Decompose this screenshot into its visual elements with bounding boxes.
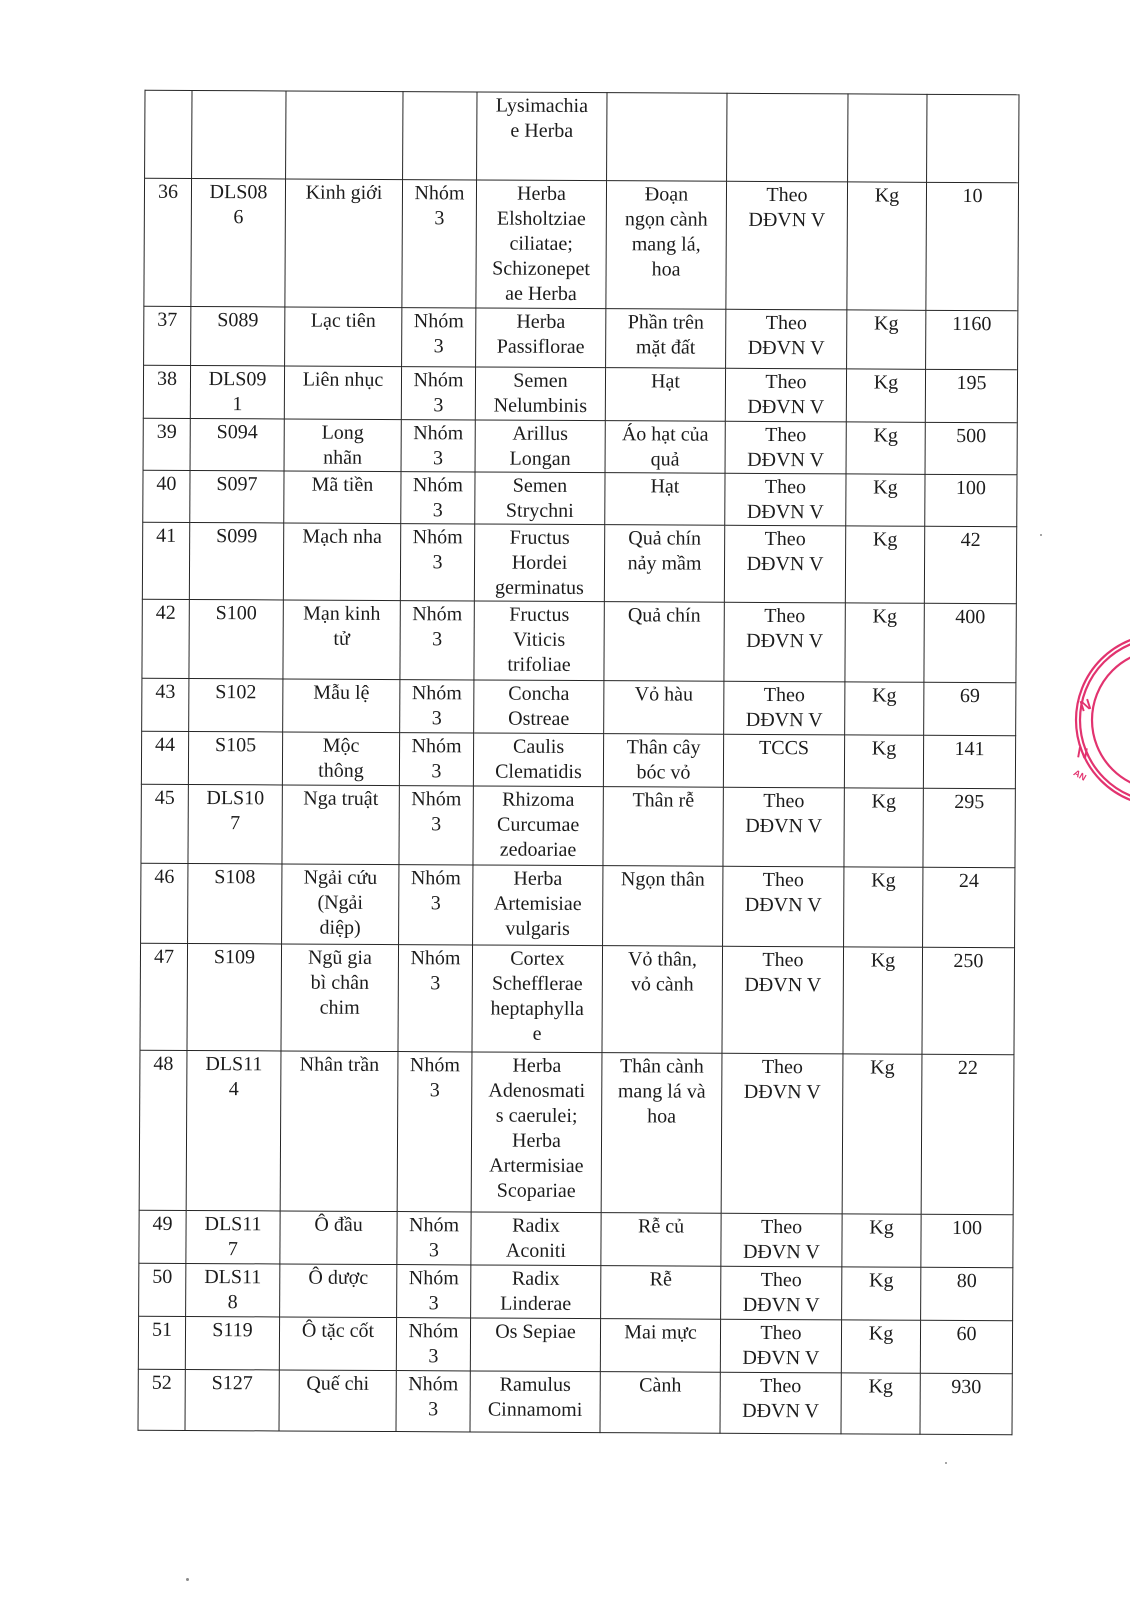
herb-name-cell: Ngải cứu (Ngải diệp) [282,864,399,945]
latin-name-cell: Rhizoma Curcumae zedoariae [473,786,603,866]
standard-cell: Theo DĐVN V [726,309,847,369]
herb-name-cell: Kinh giới [285,179,403,308]
latin-name-cell: Herba Passiflorae [476,308,606,368]
quantity-cell: 100 [921,1214,1013,1267]
standard-cell: Theo DĐVN V [721,1053,843,1214]
part-used-cell: Vỏ hàu [604,681,724,735]
group-cell: Nhóm 3 [402,180,477,308]
code-cell: S109 [187,943,282,1050]
part-used-cell: Ngọn thân [603,866,723,947]
herb-name-cell: Mẫu lệ [283,679,400,733]
quantity-cell: 42 [924,526,1016,603]
unit-cell: Kg [842,1214,921,1267]
unit-cell: Kg [845,682,924,735]
herb-name-cell: Long nhãn [284,419,401,472]
standard-cell: TCCS [723,734,844,788]
unit-cell: Kg [841,1320,920,1373]
table-row [143,418,1017,475]
unit-cell: Kg [846,369,925,422]
part-used-cell: Thân rễ [603,787,723,867]
standard-cell: Theo DĐVN V [723,866,844,947]
stamp-letter: N [1077,695,1094,716]
herb-name-cell: Mạch nha [283,523,400,601]
unit-cell: Kg [846,474,925,526]
stt-cell: 42 [142,599,189,678]
quantity-cell: 22 [921,1054,1014,1214]
herb-name-cell [286,91,403,180]
unit-cell: Kg [842,1267,921,1320]
part-used-cell: Cành [600,1372,720,1434]
quantity-cell: 141 [923,735,1015,788]
table-row [143,365,1017,423]
stamp-letter: N [1075,744,1090,763]
standard-cell: Theo DĐVN V [720,1372,841,1434]
code-cell: DLS11 4 [186,1050,281,1210]
part-used-cell [607,93,727,182]
latin-name-cell: Cortex Schefflerae heptaphylla e [472,945,603,1053]
code-cell: DLS08 6 [191,178,286,306]
stt-cell: 50 [139,1263,186,1316]
stt-cell: 52 [138,1369,185,1430]
group-cell: Nhóm 3 [399,733,473,786]
part-used-cell: Rễ củ [601,1213,721,1267]
code-cell: DLS10 7 [188,784,282,863]
standard-cell: Theo DĐVN V [725,368,846,422]
stt-cell [145,90,192,178]
latin-name-cell: Herba Adenosmati s caerulei; Herba Artermisiae Scopariae [471,1052,602,1213]
stt-cell: 45 [141,784,188,863]
standard-cell: Theo DĐVN V [724,525,845,603]
herb-name-cell: Nga truật [282,785,399,865]
scan-speck [945,1462,947,1464]
herb-name-cell: Quế chi [279,1370,396,1432]
table-row [138,1369,1012,1435]
group-cell: Nhóm 3 [399,865,473,945]
herb-name-cell: Ô tặc cốt [279,1317,396,1371]
table-row [141,863,1015,948]
latin-name-cell: Os Sepiae [470,1318,600,1372]
table-row [139,1210,1013,1268]
latin-name-cell: Radix Linderae [471,1265,601,1319]
latin-name-cell: Arillus Longan [475,420,605,473]
quantity-cell: 930 [920,1373,1012,1434]
stamp-inner-ring [1092,650,1130,790]
part-used-cell: Quả chín nảy mầm [604,525,724,603]
unit-cell: Kg [845,526,924,603]
table-row [141,731,1015,789]
standard-cell: Theo DĐVN V [722,946,844,1054]
group-cell: Nhóm 3 [396,1371,470,1432]
part-used-cell: Quả chín [604,602,724,682]
group-cell: Nhóm 3 [400,680,474,733]
latin-name-cell: Ramulus Cinnamomi [470,1371,600,1433]
code-cell: DLS11 8 [186,1263,280,1316]
standard-cell: Theo DĐVN V [725,421,846,474]
table-row [139,1263,1013,1321]
quantity-cell: 250 [922,947,1015,1054]
code-cell [192,90,286,178]
unit-cell: Kg [844,788,923,867]
code-cell: S094 [190,418,284,470]
stt-cell: 46 [141,863,188,943]
stt-cell: 51 [138,1316,185,1369]
stt-cell: 40 [143,470,190,522]
stt-cell: 37 [144,306,191,365]
code-cell: DLS09 1 [190,365,284,418]
table-row [145,90,1019,183]
latin-name-cell: Semen Nelumbinis [475,367,605,421]
standard-cell: Theo DĐVN V [721,1213,842,1267]
unit-cell: Kg [843,947,923,1054]
part-used-cell: Đoạn ngọn cành mang lá, hoa [606,181,727,310]
stt-cell: 49 [139,1210,186,1263]
part-used-cell: Mai mực [600,1319,720,1373]
group-cell: Nhóm 3 [401,420,475,472]
code-cell: S100 [189,599,283,678]
table-row [141,784,1015,868]
unit-cell: Kg [842,1054,922,1214]
table-row [138,1316,1012,1374]
part-used-cell: Rễ [601,1266,721,1320]
table-row [142,522,1016,604]
unit-cell: Kg [847,310,926,369]
unit-cell: Kg [847,182,927,310]
stt-cell: 38 [143,365,190,418]
group-cell: Nhóm 3 [396,1318,470,1371]
code-cell: S119 [185,1316,279,1369]
herb-name-cell: Mộc thông [282,732,399,786]
latin-name-cell: Caulis Clematidis [473,733,603,787]
table-row [143,470,1017,527]
red-seal-stamp [1060,630,1130,810]
part-used-cell: Vỏ thân, vỏ cành [602,946,723,1054]
standard-cell: Theo DĐVN V [726,181,848,310]
herb-name-cell: Ô đầu [280,1211,397,1265]
code-cell: S127 [185,1369,279,1430]
quantity-cell: 295 [923,788,1015,867]
medicinal-herbs-table [137,90,1019,1436]
quantity-cell: 1160 [926,310,1018,369]
standard-cell: Theo DĐVN V [724,602,845,682]
unit-cell: Kg [846,422,925,474]
latin-name-cell: Radix Aconiti [471,1212,601,1266]
latin-name-cell: Fructus Viticis trifoliae [474,601,604,681]
herb-name-cell: Liên nhục [284,366,401,420]
table-row [144,306,1018,370]
group-cell: Nhóm 3 [399,786,473,865]
quantity-cell: 24 [923,867,1015,947]
table-row [140,943,1015,1055]
unit-cell [848,94,927,182]
group-cell: Nhóm 3 [398,945,473,1052]
standard-cell: Theo DĐVN V [724,681,845,735]
scan-speck [1040,534,1042,536]
quantity-cell: 80 [921,1267,1013,1320]
herb-name-cell: Ô dược [280,1264,397,1318]
table-row [142,678,1016,736]
part-used-cell: Hạt [605,368,725,422]
group-cell: Nhóm 3 [401,367,475,420]
table-body [138,90,1019,1435]
latin-name-cell: Semen Strychni [475,472,605,525]
quantity-cell: 500 [925,422,1017,474]
standard-cell: Theo DĐVN V [723,787,844,867]
code-cell: S099 [189,522,283,599]
quantity-cell: 69 [924,682,1016,735]
unit-cell: Kg [841,1373,920,1434]
code-cell: S108 [188,863,282,943]
part-used-cell: Thân cành mang lá và hoa [601,1053,722,1214]
group-cell: Nhóm 3 [400,601,474,680]
quantity-cell: 400 [924,603,1016,682]
group-cell: Nhóm 3 [397,1212,471,1265]
table-row [144,178,1019,311]
table-row [142,599,1016,683]
part-used-cell: Phần trên mặt đất [606,309,726,369]
latin-name-cell: Lysimachia e Herba [477,92,607,181]
stt-cell: 41 [142,522,189,599]
herb-name-cell: Nhân trần [280,1051,398,1212]
group-cell: Nhóm 3 [397,1052,472,1212]
quantity-cell: 195 [925,369,1017,422]
unit-cell: Kg [844,735,923,788]
latin-name-cell: Fructus Hordei germinatus [474,524,604,602]
group-cell [403,92,477,180]
table-row [139,1050,1014,1215]
code-cell: DLS11 7 [186,1210,280,1263]
quantity-cell: 60 [920,1320,1012,1373]
code-cell: S089 [191,306,285,365]
latin-name-cell: Concha Ostreae [474,680,604,734]
group-cell: Nhóm 3 [401,472,475,524]
unit-cell: Kg [845,603,924,682]
part-used-cell: Áo hạt của quả [605,421,725,474]
scan-speck [186,1578,189,1581]
code-cell: S102 [189,678,283,731]
herb-name-cell: Lạc tiên [285,307,402,367]
stamp-letter: AN [1071,767,1089,783]
stt-cell: 44 [141,731,188,784]
part-used-cell: Thân cây bóc vỏ [603,734,723,788]
quantity-cell: 10 [926,182,1019,310]
group-cell: Nhóm 3 [400,524,474,601]
stt-cell: 48 [139,1050,187,1210]
standard-cell: Theo DĐVN V [725,473,846,526]
herb-name-cell: Mã tiền [284,471,401,524]
standard-cell [727,93,848,182]
stt-cell: 47 [140,943,188,1050]
standard-cell: Theo DĐVN V [721,1266,842,1320]
code-cell: S105 [188,731,282,784]
herb-name-cell: Mạn kinh tử [283,600,400,680]
herb-name-cell: Ngũ gia bì chân chim [281,944,399,1052]
stt-cell: 39 [143,418,190,470]
group-cell: Nhóm 3 [397,1265,471,1318]
unit-cell: Kg [844,867,923,947]
quantity-cell [927,94,1019,182]
code-cell: S097 [190,470,284,522]
stt-cell: 36 [144,178,192,306]
group-cell: Nhóm 3 [402,308,476,367]
latin-name-cell: Herba Elsholtziae ciliatae; Schizonepet ae Herba [476,180,607,309]
quantity-cell: 100 [925,474,1017,526]
latin-name-cell: Herba Artemisiae vulgaris [473,865,603,946]
part-used-cell: Hạt [605,473,725,526]
standard-cell: Theo DĐVN V [720,1319,841,1373]
stt-cell: 43 [142,678,189,731]
